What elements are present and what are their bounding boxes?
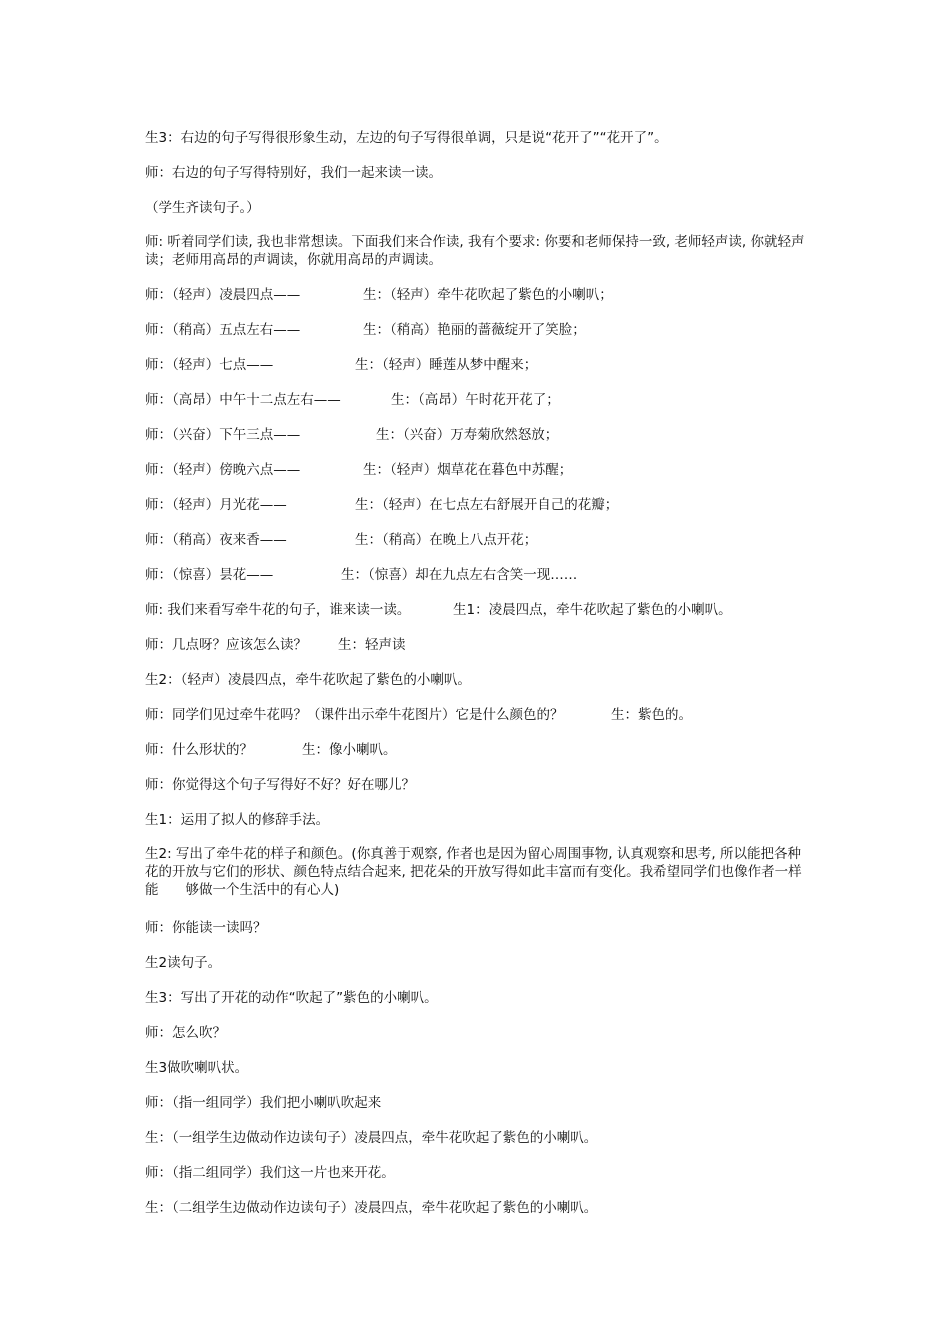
student-line: 生：（兴奋）万寿菊欣然怒放； — [376, 427, 559, 443]
paragraph-teacher-question: 师：你觉得这个句子写得好不好？好在哪儿？ — [145, 777, 415, 793]
teacher-line: 师：几点呀？应该怎么读？ — [145, 637, 307, 653]
teacher-line: 师：（稍高）五点左右—— — [145, 322, 301, 338]
paragraph-group1-read: 生：（一组学生边做动作边读句子）凌晨四点，牵牛花吹起了紫色的小喇叭。 — [145, 1130, 598, 1146]
paragraph-teacher-group1: 师：（指一组同学）我们把小喇叭吹起来 — [145, 1095, 382, 1111]
paragraph-group2-read: 生：（二组学生边做动作边读句子）凌晨四点，牵牛花吹起了紫色的小喇叭。 — [145, 1200, 598, 1216]
student-line: 生：（轻声）牵牛花吹起了紫色的小喇叭； — [363, 287, 613, 303]
student-line: 生：（稍高）艳丽的蔷薇绽开了笑脸； — [363, 322, 586, 338]
teacher-line: 师：（轻声）傍晚六点—— — [145, 462, 301, 478]
paragraph-student3-compare: 生3：右边的句子写得很形象生动，左边的句子写得很单调，只是说“花开了”“花开了”。 — [145, 130, 668, 146]
exchange-row — [145, 705, 825, 725]
dialogue-row-6 — [145, 460, 825, 480]
paragraph-teacher-how: 师：怎么吹？ — [145, 1025, 226, 1041]
teacher-line: 师：（轻声）凌晨四点—— — [145, 287, 301, 303]
teacher-line: 师：（兴奋）下午三点—— — [145, 427, 301, 443]
paragraph-students-read: （学生齐读句子。） — [145, 200, 260, 216]
dialogue-row-2 — [145, 320, 825, 340]
paragraph-student2-read: 生2：（轻声）凌晨四点，牵牛花吹起了紫色的小喇叭。 — [145, 672, 471, 688]
dialogue-row-3 — [145, 355, 825, 375]
exchange-row — [145, 635, 825, 655]
paragraph-teacher-group2: 师：（指二组同学）我们这一片也来开花。 — [145, 1165, 395, 1181]
teacher-line: 师：（轻声）七点—— — [145, 357, 274, 373]
student-line: 生1：凌晨四点，牵牛花吹起了紫色的小喇叭。 — [453, 602, 732, 618]
paragraph-teacher-read-together: 师：右边的句子写得特别好，我们一起来读一读。 — [145, 165, 442, 181]
teacher-line: 师：（高昂）中午十二点左右—— — [145, 392, 341, 408]
student-line: 生：（轻声）烟草花在暮色中苏醒； — [363, 462, 573, 478]
exchange-row — [145, 740, 825, 760]
student-line: 生：（稍高）在晚上八点开花； — [355, 532, 538, 548]
exchange-row — [145, 600, 825, 620]
teacher-line: 师：同学们见过牵牛花吗？（课件出示牵牛花图片）它是什么颜色的？ — [145, 707, 564, 723]
dialogue-row-8 — [145, 530, 825, 550]
student-line: 生：（轻声）在七点左右舒展开自己的花瓣； — [355, 497, 619, 513]
paragraph-student3-gesture: 生3做吹喇叭状。 — [145, 1060, 249, 1076]
dialogue-row-5 — [145, 425, 825, 445]
paragraph-student2-answer: 生2: 写出了牵牛花的样子和颜色。(你真善于观察, 作者也是因为留心周围事物, 认真观察和思考, 所以能把各种花的开放与它们的形状、颜色特点结合起来, 把花朵的开放写得如此丰富而有变化。我希望同学们也像作者一样能 够做一个生活中的有心人) — [145, 846, 802, 898]
teacher-line: 师：（稍高）夜来香—— — [145, 532, 287, 548]
dialogue-row-7 — [145, 495, 825, 515]
dialogue-row-9 — [145, 565, 825, 585]
teacher-line: 师：（轻声）月光花—— — [145, 497, 287, 513]
student-line: 生：（轻声）睡莲从梦中醒来； — [355, 357, 538, 373]
paragraph-student2-reads: 生2读句子。 — [145, 955, 222, 971]
dialogue-row-4 — [145, 390, 825, 410]
student-line: 生：（高昂）午时花开花了； — [391, 392, 560, 408]
paragraph-teacher-instructions: 师: 听着同学们读, 我也非常想读。下面我们来合作读, 我有个要求: 你要和老师保持一致, 老师轻声读, 你就轻声读；老师用高昂的声调读，你就用高昂的声调读。 — [145, 234, 805, 268]
student-line: 生：像小喇叭。 — [302, 742, 397, 758]
paragraph-student1-answer: 生1：运用了拟人的修辞手法。 — [145, 812, 330, 828]
teacher-line: 师：（惊喜）昙花—— — [145, 567, 274, 583]
student-line: 生：紫色的。 — [611, 707, 692, 723]
paragraph-teacher-ask-read: 师：你能读一读吗？ — [145, 920, 267, 936]
paragraph-student3-action: 生3：写出了开花的动作“吹起了”紫色的小喇叭。 — [145, 990, 438, 1006]
teacher-line: 师: 我们来看写牵牛花的句子，谁来读一读。 — [145, 602, 411, 618]
student-line: 生：（惊喜）却在九点左右含笑一现…… — [341, 567, 578, 583]
student-line: 生：轻声读 — [338, 637, 406, 653]
dialogue-row-1 — [145, 285, 825, 305]
teacher-line: 师：什么形状的？ — [145, 742, 253, 758]
